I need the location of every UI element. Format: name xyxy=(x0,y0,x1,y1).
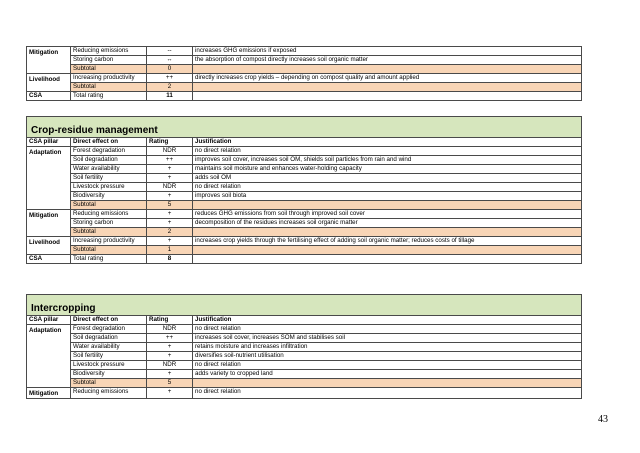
header-justification: Justification xyxy=(193,316,582,325)
effect-cell: Soil degradation xyxy=(71,334,147,343)
table-row xyxy=(27,325,582,334)
justification-cell: directly increases crop yields – depending on compost quality and amount applied xyxy=(193,74,582,83)
effect-cell: Soil fertility xyxy=(71,352,147,361)
rating-cell: + xyxy=(147,174,193,183)
csa-pillar-cell: CSA xyxy=(27,255,71,264)
effect-cell: Biodiversity xyxy=(71,370,147,379)
justification-cell xyxy=(193,65,582,74)
table-row xyxy=(27,246,582,255)
rating-cell: + xyxy=(147,192,193,201)
table-row xyxy=(27,192,582,201)
justification-cell: improves soil cover, increases soil OM, shields soil particles from rain and wind xyxy=(193,156,582,165)
intercropping-table xyxy=(26,294,582,399)
table-row xyxy=(27,65,582,74)
effect-cell: Soil fertility xyxy=(71,174,147,183)
justification-cell: increases crop yields through the fertilising effect of adding soil organic matter; reduces costs of tillage xyxy=(193,237,582,246)
effect-cell: Increasing productivity xyxy=(71,74,147,83)
rating-cell: + xyxy=(147,219,193,228)
csa-pillar-cell: CSA xyxy=(27,92,71,101)
justification-cell: maintains soil moisture and enhances water-holding capacity xyxy=(193,165,582,174)
rating-cell: 5 xyxy=(147,201,193,210)
table-row xyxy=(27,174,582,183)
csa-pillar-cell: Livelihood xyxy=(27,237,71,255)
table-row xyxy=(27,388,582,399)
effect-cell: Total rating xyxy=(71,92,147,101)
effect-cell: Forest degradation xyxy=(71,325,147,334)
rating-cell: 1 xyxy=(147,246,193,255)
page-number: 43 xyxy=(598,414,608,425)
rating-cell: + xyxy=(147,237,193,246)
table-row xyxy=(27,361,582,370)
effect-cell: Subtotal xyxy=(71,246,147,255)
justification-cell: improves soil biota xyxy=(193,192,582,201)
rating-cell: NDR xyxy=(147,183,193,192)
effect-cell: Livestock pressure xyxy=(71,361,147,370)
justification-cell: diversifies soil-nutrient utilisation xyxy=(193,352,582,361)
intercropping-title: Intercropping xyxy=(27,295,582,316)
table-row xyxy=(27,237,582,246)
table-row xyxy=(27,183,582,192)
effect-cell: Reducing emissions xyxy=(71,47,147,56)
table-row xyxy=(27,56,582,65)
header-pillar: CSA pillar xyxy=(27,138,71,147)
header-justification: Justification xyxy=(193,138,582,147)
justification-cell: decomposition of the residues increases soil organic matter xyxy=(193,219,582,228)
table-row xyxy=(27,228,582,237)
table-row xyxy=(27,343,582,352)
rating-cell: ++ xyxy=(147,74,193,83)
rating-cell: NDR xyxy=(147,361,193,370)
rating-cell: + xyxy=(147,370,193,379)
justification-cell: reduces GHG emissions from soil through improved soil cover xyxy=(193,210,582,219)
justification-cell xyxy=(193,379,582,388)
table-row xyxy=(27,83,582,92)
justification-cell: no direct relation xyxy=(193,325,582,334)
table-row xyxy=(27,219,582,228)
effect-cell: Total rating xyxy=(71,255,147,264)
justification-cell xyxy=(193,228,582,237)
header-rating: Rating xyxy=(147,316,193,325)
table-row xyxy=(27,334,582,343)
effect-cell: Subtotal xyxy=(71,379,147,388)
justification-cell xyxy=(193,246,582,255)
effect-cell: Storing carbon xyxy=(71,56,147,65)
header-rating: Rating xyxy=(147,138,193,147)
rating-cell: + xyxy=(147,210,193,219)
effect-cell: Water availability xyxy=(71,343,147,352)
rating-cell: + xyxy=(147,343,193,352)
table-row xyxy=(27,165,582,174)
effect-cell: Biodiversity xyxy=(71,192,147,201)
effect-cell: Increasing productivity xyxy=(71,237,147,246)
justification-cell xyxy=(193,83,582,92)
effect-cell: Water availability xyxy=(71,165,147,174)
rating-cell: 0 xyxy=(147,65,193,74)
csa-pillar-cell: Adaptation xyxy=(27,325,71,388)
justification-cell xyxy=(193,255,582,264)
table-row xyxy=(27,47,582,56)
csa-pillar-cell: Adaptation xyxy=(27,147,71,210)
rating-cell: ++ xyxy=(147,156,193,165)
justification-cell: no direct relation xyxy=(193,147,582,156)
csa-pillar-cell: Mitigation xyxy=(27,388,71,399)
rating-cell: 11 xyxy=(147,92,193,101)
table-row xyxy=(27,352,582,361)
justification-cell: adds variety to cropped land xyxy=(193,370,582,379)
table-row xyxy=(27,201,582,210)
crop-residue-table xyxy=(26,116,582,264)
table-row xyxy=(27,74,582,83)
effect-cell: Subtotal xyxy=(71,201,147,210)
csa-pillar-cell: Mitigation xyxy=(27,210,71,237)
justification-cell: increases GHG emissions if exposed xyxy=(193,47,582,56)
rating-cell: 2 xyxy=(147,228,193,237)
rating-cell: + xyxy=(147,352,193,361)
effect-cell: Reducing emissions xyxy=(71,388,147,399)
rating-cell: + xyxy=(147,388,193,399)
rating-cell: NDR xyxy=(147,325,193,334)
justification-cell: retains moisture and increases infiltration xyxy=(193,343,582,352)
csa-pillar-cell: Mitigation xyxy=(27,47,71,74)
rating-cell: + xyxy=(147,165,193,174)
justification-cell: no direct relation xyxy=(193,361,582,370)
effect-cell: Forest degradation xyxy=(71,147,147,156)
csa-pillar-cell: Livelihood xyxy=(27,74,71,92)
top-rating-table xyxy=(26,46,582,101)
rating-cell: 5 xyxy=(147,379,193,388)
effect-cell: Reducing emissions xyxy=(71,210,147,219)
table-row xyxy=(27,210,582,219)
effect-cell: Soil degradation xyxy=(71,156,147,165)
table-row xyxy=(27,156,582,165)
table-row xyxy=(27,92,582,101)
rating-cell: 8 xyxy=(147,255,193,264)
effect-cell: Storing carbon xyxy=(71,219,147,228)
rating-cell: NDR xyxy=(147,147,193,156)
table-row xyxy=(27,379,582,388)
rating-cell: ++ xyxy=(147,334,193,343)
header-effect: Direct effect on xyxy=(71,138,147,147)
justification-cell: increases soil cover, increases SOM and stabilises soil xyxy=(193,334,582,343)
crop-residue-title: Crop-residue management xyxy=(27,117,582,138)
rating-cell: -- xyxy=(147,47,193,56)
table-row xyxy=(27,370,582,379)
effect-cell: Subtotal xyxy=(71,228,147,237)
table-row xyxy=(27,147,582,156)
justification-cell xyxy=(193,201,582,210)
effect-cell: Subtotal xyxy=(71,65,147,74)
header-pillar: CSA pillar xyxy=(27,316,71,325)
justification-cell: no direct relation xyxy=(193,388,582,399)
header-effect: Direct effect on xyxy=(71,316,147,325)
table-row xyxy=(27,255,582,264)
justification-cell: no direct relation xyxy=(193,183,582,192)
rating-cell: ↔ xyxy=(147,56,193,65)
effect-cell: Subtotal xyxy=(71,83,147,92)
justification-cell: the absorption of compost directly increases soil organic matter xyxy=(193,56,582,65)
justification-cell xyxy=(193,92,582,101)
justification-cell: adds soil OM xyxy=(193,174,582,183)
effect-cell: Livestock pressure xyxy=(71,183,147,192)
rating-cell: 2 xyxy=(147,83,193,92)
